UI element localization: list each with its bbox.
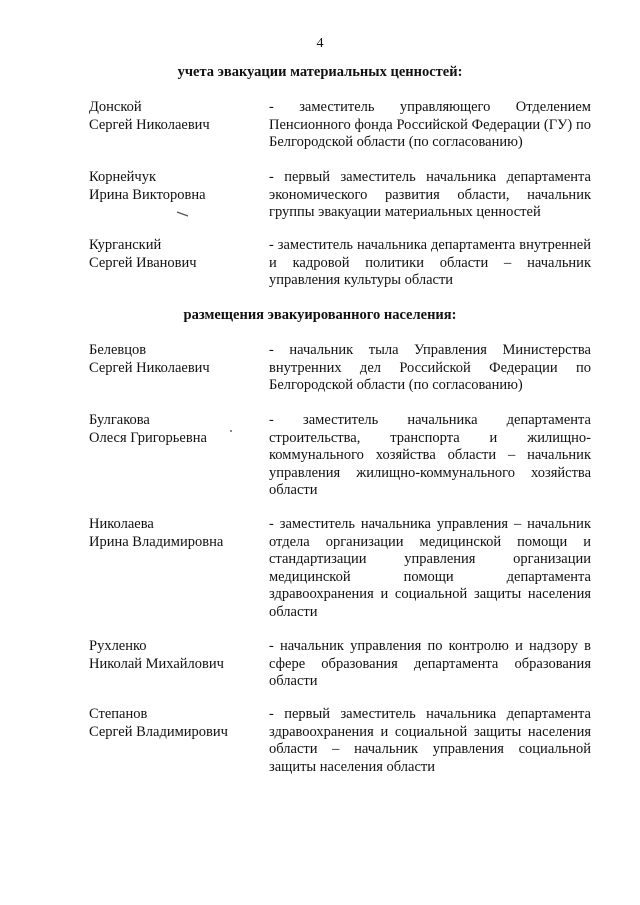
section-heading: учета эвакуации материальных ценностей: [177, 64, 463, 80]
member-name [89, 412, 259, 447]
member-surname: Белевцов [89, 342, 147, 358]
member-role: - заместитель управляющего Отделением Пенсионного фонда Российской Федерации (ГУ) по Белгородской области (по согласованию) [269, 99, 591, 150]
member-given-name: Ирина Викторовна [89, 186, 206, 203]
member-role: - заместитель начальника управления – начальник отдела организации медицинской помощи и стандартизации управления организации медицинской помощи департамента здравоохранения и социальной защиты населения области [269, 516, 591, 620]
member-given-name: Сергей Николаевич [89, 359, 210, 376]
member-surname: Курганский [89, 237, 162, 253]
member-name [89, 516, 259, 551]
member-surname: Булгакова [89, 412, 150, 428]
member-given-name: Сергей Николаевич [89, 116, 210, 133]
member-name [89, 638, 259, 673]
member-name [89, 237, 259, 272]
member-name [89, 169, 259, 204]
member-name [89, 342, 259, 377]
member-given-name: Сергей Владимирович [89, 723, 228, 740]
member-surname: Корнейчук [89, 169, 156, 185]
section-heading: размещения эвакуированного населения: [183, 307, 457, 323]
member-role: - заместитель начальника департамента строительства, транспорта и жилищно-коммунального хозяйства области – начальник управления жилищно-коммунального хозяйства области [269, 412, 591, 498]
member-role: - первый заместитель начальника департамента здравоохранения и социальной защиты населения области – начальник управления социальной защиты населения области [269, 706, 591, 775]
member-given-name: Сергей Иванович [89, 254, 197, 271]
member-surname: Степанов [89, 706, 148, 722]
scan-stroke-mark [176, 210, 190, 218]
member-name [89, 99, 259, 134]
member-role: - заместитель начальника департамента внутренней и кадровой политики области – начальник управления культуры области [269, 237, 591, 288]
member-given-name: Ирина Владимировна [89, 533, 224, 550]
member-surname: Рухленко [89, 638, 147, 654]
member-given-name: Николай Михайлович [89, 655, 224, 672]
member-surname: Донской [89, 99, 142, 115]
scan-dot-mark [229, 429, 233, 433]
member-name [89, 706, 259, 741]
page-number: 4 [316, 36, 324, 51]
member-surname: Николаева [89, 516, 154, 532]
member-role: - начальник тыла Управления Министерства внутренних дел Российской Федерации по Белгородской области (по согласованию) [269, 342, 591, 393]
member-given-name: Олеся Григорьевна [89, 429, 207, 446]
member-role: - начальник управления по контролю и надзору в сфере образования департамента образования области [269, 638, 591, 689]
member-role: - первый заместитель начальника департамента экономического развития области, начальник группы эвакуации материальных ценностей [269, 169, 591, 220]
